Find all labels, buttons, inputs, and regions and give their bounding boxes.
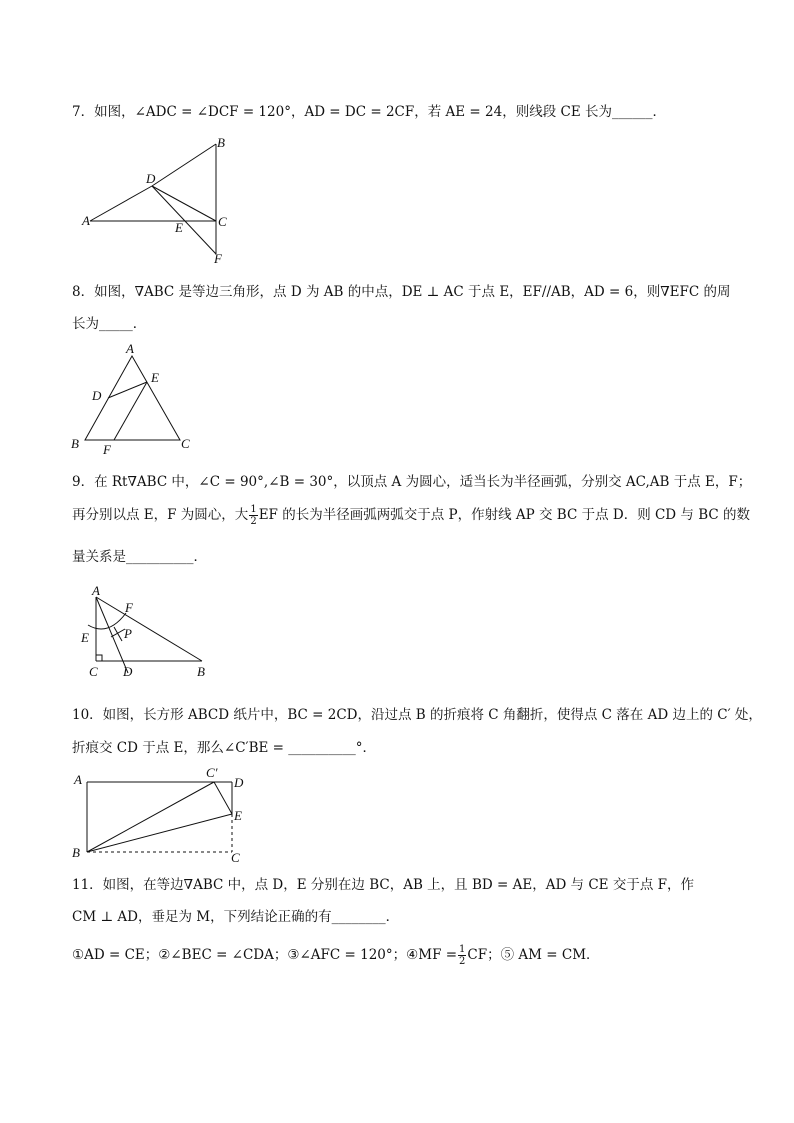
problem-11-options <box>72 944 600 967</box>
label-F: F <box>125 600 133 615</box>
label-E: E <box>151 370 159 385</box>
problem-8-text-line1: 8．如图，∇ABC 是等边三角形，点 D 为 AB 的中点，DE ⊥ AC 于点 E，EF//AB，AD = 6，则∇EFC 的周 <box>72 284 731 300</box>
label-E: E <box>175 220 183 235</box>
label-B: B <box>72 845 80 860</box>
segment-BE <box>87 814 232 852</box>
label-Cprime: C′ <box>206 765 218 780</box>
segment-EF <box>114 382 147 440</box>
label-F: F <box>103 442 111 456</box>
problem-11-text-line2: CM ⊥ AD，垂足为 M，下列结论正确的有________． <box>72 909 400 925</box>
problem-11-text-line1: 11．如图，在等边∇ABC 中，点 D，E 分别在边 BC，AB 上，且 BD = AE，AD 与 CE 交于点 F，作 <box>72 877 694 893</box>
problem-10-text-line1: 10．如图，长方形 ABCD 纸片中，BC = 2CD，沿过点 B 的折痕将 C 角翻折，使得点 C 落在 AD 边上的 C′ 处， <box>72 707 762 723</box>
segment-DF <box>152 186 216 254</box>
right-angle-mark <box>96 655 102 661</box>
label-D: D <box>146 171 156 186</box>
label-A: A <box>92 585 100 598</box>
label-C: C <box>231 850 240 865</box>
problem-8-text-line2: 长为_____． <box>72 316 147 332</box>
problem-11-fraction <box>458 944 466 967</box>
arc-EF <box>88 613 126 629</box>
label-D: D <box>92 388 102 403</box>
label-A: A <box>74 772 82 787</box>
arc-mark-2 <box>114 627 122 641</box>
label-B: B <box>217 135 225 150</box>
label-C: C <box>218 214 227 229</box>
problem-9-fraction <box>249 504 257 527</box>
label-B: B <box>197 664 205 679</box>
problem-10-figure <box>68 764 258 866</box>
label-C: C <box>89 664 98 679</box>
label-C: C <box>181 436 190 451</box>
label-D: D <box>234 775 244 790</box>
label-E: E <box>81 630 89 645</box>
fraction-numerator: 1 <box>459 944 466 955</box>
label-B: B <box>71 436 79 451</box>
label-A: A <box>126 341 134 356</box>
segment-AB <box>96 597 202 661</box>
problem-9-line2-end: EF 的长为半径画弧两弧交于点 P，作射线 AP 交 BC 于点 D．则 CD 与 BC 的数 <box>258 507 751 523</box>
problem-11-options-end: CF；⑤ AM = CM． <box>467 947 600 963</box>
label-F: F <box>214 251 222 266</box>
segment-DC <box>152 186 216 221</box>
label-A: A <box>82 213 90 228</box>
fraction-denominator: 2 <box>250 516 257 527</box>
fraction-denominator: 2 <box>459 956 466 967</box>
problem-10-text-line2: 折痕交 CD 于点 E，那么∠C′BE = __________°． <box>72 740 377 756</box>
problem-7-figure <box>80 134 240 268</box>
problem-9-figure <box>78 585 218 683</box>
segment-BCprime <box>87 782 214 852</box>
label-E: E <box>234 808 242 823</box>
problem-9-line2-start: 再分别以点 E，F 为圆心，大 <box>72 507 249 523</box>
problem-9-text-line3: 量关系是__________． <box>72 549 207 565</box>
problem-8-figure <box>68 340 198 456</box>
segment-DB <box>152 144 216 186</box>
segment-AD <box>90 186 152 221</box>
segment-DE <box>108 382 147 398</box>
fraction-numerator: 1 <box>250 504 257 515</box>
segment-CprimeE <box>214 782 232 814</box>
label-D: D <box>123 664 133 679</box>
problem-11-options-start: ①AD = CE；②∠BEC = ∠CDA；③∠AFC = 120°；④MF = <box>72 947 458 963</box>
problem-9-text-line1: 9．在 Rt∇ABC 中，∠C = 90°,∠B = 30°，以顶点 A 为圆心，适当长为半径画弧，分别交 AC,AB 于点 E，F； <box>72 474 752 490</box>
problem-9-text-line2 <box>72 504 750 527</box>
problem-7-text: 7．如图，∠ADC = ∠DCF = 120°，AD = DC = 2CF，若 AE = 24，则线段 CE 长为______． <box>72 104 666 120</box>
label-P: P <box>124 626 132 641</box>
